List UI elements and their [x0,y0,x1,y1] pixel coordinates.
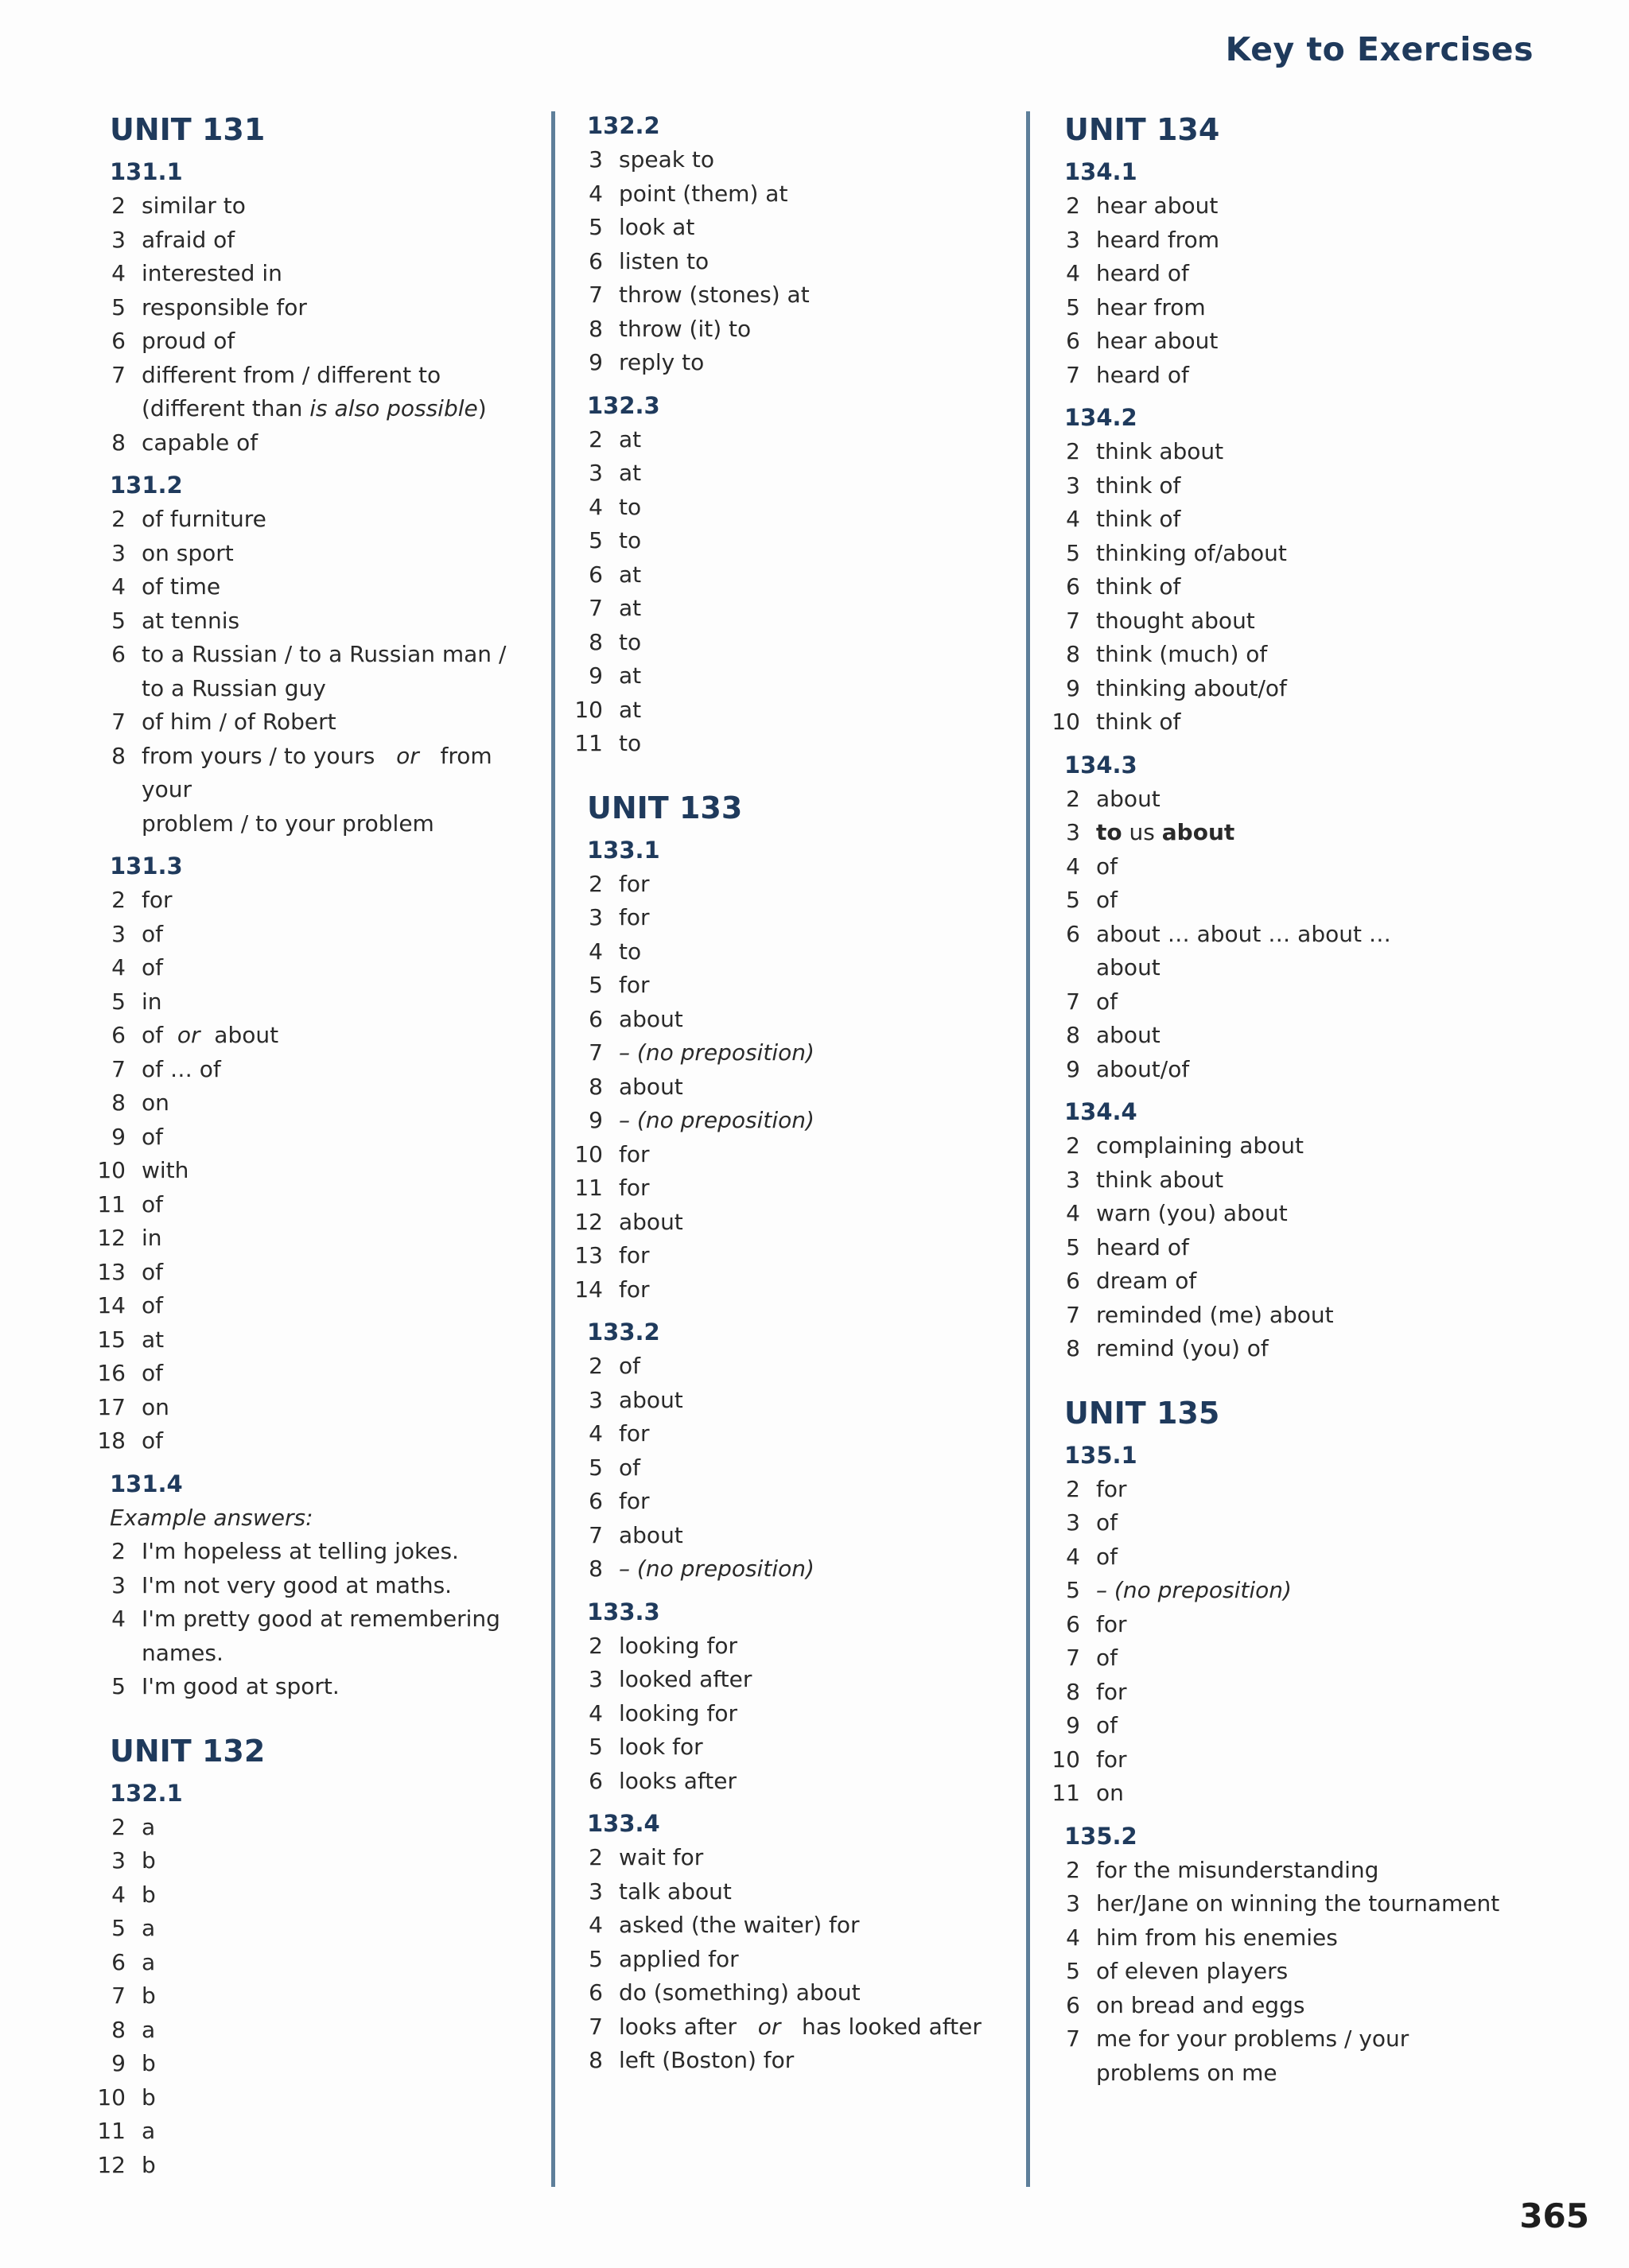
exercise-heading: 132.2 [587,112,660,139]
unit-title: UNIT 133 [587,790,743,825]
exercise-heading: 132.1 [110,1779,183,1807]
answer-row: 8 – (no preposition) [589,1555,814,1582]
answer-row: 2 for [111,887,173,913]
answer-row: 3 on sport [111,539,234,566]
answer-row: 10 with [97,1157,189,1183]
answer-row: 3 think of [1066,472,1181,499]
answer-row: 18 of [97,1427,163,1454]
answer-row: 9 reply to [589,349,705,375]
answer-row: 6 proud of [111,328,235,354]
answer-row: 10 at [574,696,642,723]
answer-row: 5 responsible for [111,293,307,320]
answer-row: 4 him from his enemies [1066,1924,1338,1951]
answer-row: 10 for [574,1140,650,1167]
exercise-heading: 135.1 [1064,1441,1137,1469]
answer-row: 3 of [1066,1509,1118,1536]
answer-row: 3 talk about [589,1878,732,1905]
unit-title: UNIT 131 [110,112,266,147]
exercise-heading: 134.2 [1064,404,1137,431]
answer-row: 9 at [589,662,642,689]
answer-row: 2 a [111,1813,156,1840]
answer-row: 4 heard of [1066,260,1189,286]
answer-row: 2 complaining about [1066,1132,1304,1159]
answer-row: 5 for [589,972,650,998]
answer-row: 4 of [111,954,163,981]
answer-row: 14 for [574,1276,650,1303]
answer-row: 11 for [574,1175,650,1201]
answer-row: 3 think about [1066,1166,1224,1193]
answer-row: 6 a [111,1948,156,1975]
answer-row-continued: to a Russian guy [142,674,326,701]
answer-row: 11 to [574,730,642,756]
page-title: Key to Exercises [1225,30,1534,68]
answer-row: 7 heard of [1066,361,1189,388]
answer-row: 4 b [111,1881,156,1908]
answer-row: 9 thinking about/of [1066,674,1287,701]
answer-row-continued: problem / to your problem [142,810,434,837]
answer-row: 6 looks after [589,1767,737,1794]
answer-row: 7 of … of [111,1055,221,1082]
answer-row: 5 of [589,1454,640,1481]
answer-row: 4 to [589,938,642,965]
exercise-heading: 133.1 [587,836,660,864]
answer-row: 8 remind (you) of [1066,1335,1269,1361]
answer-row: 10 for [1052,1746,1127,1773]
answer-row: 2 think about [1066,438,1224,464]
answer-row: 7 looks after or has looked after [589,2013,982,2040]
answer-row: 4 to [589,493,642,520]
answer-row-continued: problems on me [1096,2059,1277,2086]
answer-row: 2 I'm hopeless at telling jokes. [111,1538,459,1564]
answer-row: 6 listen to [589,247,710,274]
answer-row: 5 thinking of/about [1066,539,1287,566]
answer-row: 2 hear about [1066,192,1219,219]
answer-row: 11 a [97,2118,156,2144]
answer-row: 11 of [97,1190,163,1217]
answer-row: 7 – (no preposition) [589,1039,814,1066]
answer-row: 8 about [589,1073,683,1100]
answer-row: 11 on [1052,1780,1124,1806]
answer-row: 8 from yours / to yours or from your [111,742,492,802]
answer-row: 8 for [1066,1678,1127,1705]
exercise-heading: 133.4 [587,1810,660,1837]
answer-row: 13 of [97,1258,163,1285]
exercise-note: Example answers: [110,1504,313,1531]
answer-row: 5 in [111,988,162,1015]
answer-row: 9 of [1066,1712,1118,1738]
answer-row: 4 asked (the waiter) for [589,1912,860,1938]
answer-row: 8 think (much) of [1066,641,1268,667]
answer-row: 7 about [589,1521,683,1548]
answer-row-continued: (different than is also possible) [142,395,487,421]
answer-row: 4 point (them) at [589,180,788,207]
unit-title: UNIT 135 [1064,1395,1220,1431]
answer-row: 3 speak to [589,146,714,173]
answer-row: 8 about [1066,1022,1161,1048]
answer-row: 8 a [111,2016,156,2043]
answer-row: 6 dream of [1066,1268,1197,1294]
answer-row: 8 left (Boston) for [589,2047,795,2073]
answer-row: 7 of [1066,988,1118,1015]
answer-row: 3 to us about [1066,819,1235,845]
answer-row: 4 interested in [111,260,282,286]
exercise-heading: 133.2 [587,1318,660,1346]
answer-row: 4 of [1066,1543,1118,1570]
answer-row: 5 to [589,527,642,553]
answer-row: 4 think of [1066,506,1181,532]
answer-row: 2 of furniture [111,506,266,532]
answer-row: 5 look for [589,1734,703,1760]
answer-row: 3 for [589,904,650,930]
answer-row: 4 of [1066,852,1118,880]
exercise-heading: 131.4 [110,1470,183,1497]
answer-row: 8 throw (it) to [589,315,752,342]
answer-row-continued: about [1096,954,1161,981]
answer-row: 2 of [589,1353,640,1379]
answer-row: 4 looking for [589,1699,737,1726]
answer-row: 4 for [589,1420,650,1447]
answer-row: 7 throw (stones) at [589,282,810,308]
column-divider [551,111,555,2187]
answer-row: 10 think of [1052,709,1181,735]
answer-row: 7 reminded (me) about [1066,1301,1334,1328]
answer-row: 6 to a Russian / to a Russian man / [111,641,507,667]
answer-row: 6 think of [1066,573,1181,600]
answer-row: 2 at [589,425,642,452]
answer-row: 9 b [111,2050,156,2076]
answer-row: 6 on bread and eggs [1066,1991,1305,2018]
answer-row: 3 looked after [589,1666,752,1692]
answer-row: 12 about [574,1208,683,1235]
answer-row: 3 at [589,460,642,486]
answer-row: 9 about/of [1066,1055,1190,1082]
answer-row: 7 of [1066,1645,1118,1671]
answer-row: 6 hear about [1066,328,1219,354]
answer-row: 6 at [589,561,642,588]
answer-row: 6 for [1066,1610,1127,1637]
answer-row: 13 for [574,1242,650,1268]
answer-row: 4 of time [111,573,221,600]
answer-row: 5 – (no preposition) [1066,1577,1292,1603]
answer-row: 12 in [97,1225,162,1251]
exercise-heading: 135.2 [1064,1822,1137,1850]
answer-row: 5 of [1066,887,1118,913]
answer-row: 7 me for your problems / your [1066,2025,1409,2052]
exercise-heading: 134.3 [1064,751,1137,779]
answer-row: 12 b [97,2151,156,2178]
answer-row: 8 to [589,628,642,655]
answer-row: 3 her/Jane on winning the tournament [1066,1890,1500,1917]
answer-row: 14 of [97,1292,163,1318]
answer-row: 3 I'm not very good at maths. [111,1571,453,1598]
answer-row: 6 about [589,1005,683,1032]
answer-row: 3 b [111,1847,156,1874]
answer-row: 4 I'm pretty good at remembering [111,1606,500,1632]
column-divider [1026,111,1030,2187]
answer-row: 7 at [589,595,642,621]
answer-row: 17 on [97,1393,169,1420]
answer-row: 5 I'm good at sport. [111,1673,340,1699]
exercise-heading: 133.3 [587,1598,660,1625]
column-3 [1050,110,1543,2090]
answer-row: 3 about [589,1386,683,1413]
answer-row: 15 at [97,1326,165,1353]
answer-row: 2 for the misunderstanding [1066,1856,1379,1883]
answer-row: 5 look at [589,214,695,240]
exercise-heading: 134.4 [1064,1098,1137,1125]
unit-title: UNIT 134 [1064,112,1220,147]
answer-row: 2 about [1066,785,1161,812]
answer-row: 7 thought about [1066,607,1255,634]
answer-row: 2 looking for [589,1632,737,1659]
answer-row: 5 applied for [589,1945,739,1972]
exercise-heading: 131.1 [110,158,183,185]
answer-row: 5 of eleven players [1066,1958,1289,1984]
answer-row: 3 heard from [1066,226,1219,253]
answer-row: 6 do (something) about [589,1979,861,2006]
answer-row: 7 different from / different to [111,361,441,388]
page-number: 365 [1519,2196,1589,2235]
answer-row: 5 heard of [1066,1233,1189,1260]
answer-row: 8 on [111,1089,169,1116]
answer-row: 7 b [111,1983,156,2009]
answer-row: 5 a [111,1915,156,1941]
answer-row: 2 similar to [111,192,246,219]
answer-row: 2 for [589,870,650,897]
answer-row: 3 afraid of [111,226,235,253]
exercise-heading: 131.3 [110,852,183,880]
answer-row: 5 hear from [1066,293,1206,320]
answer-row: 2 for [1066,1475,1127,1502]
answer-row: 4 warn (you) about [1066,1200,1288,1226]
answer-row: 9 – (no preposition) [589,1107,814,1133]
answer-row: 5 at tennis [111,607,240,634]
exercise-heading: 132.3 [587,391,660,419]
column-1 [95,110,541,2182]
answer-row: 2 wait for [589,1844,704,1870]
exercise-heading: 131.2 [110,472,183,499]
exercise-heading: 134.1 [1064,158,1137,185]
answer-row: 16 of [97,1360,163,1386]
answer-row: 9 of [111,1123,163,1150]
column-2 [573,110,1018,2078]
answer-row: 6 for [589,1488,650,1514]
answer-row: 6 about … about … about … [1066,920,1391,947]
answer-row: 7 of him / of Robert [111,709,336,735]
answer-row: 6 of or about [111,1022,279,1048]
answer-row-continued: names. [142,1639,224,1666]
answer-row: 10 b [97,2084,156,2111]
answer-row: 3 of [111,920,163,947]
unit-title: UNIT 132 [110,1733,266,1769]
answer-row: 8 capable of [111,429,259,456]
